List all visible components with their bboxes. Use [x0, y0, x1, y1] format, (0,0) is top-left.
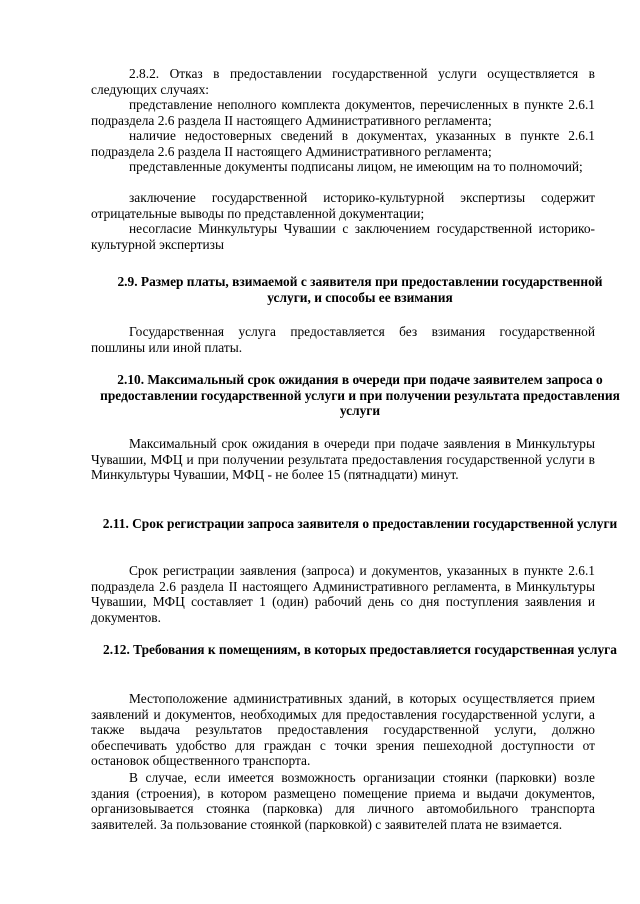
- section-heading-2-9: 2.9. Размер платы, взимаемой с заявителя при предоставлении государственной услуги, и способы ее взимания: [117, 274, 603, 305]
- refusal-reason-4: заключение государственной историко-культурной экспертизы содержит отрицательные выводы по представленной документации;: [91, 190, 595, 221]
- refusal-reason-1: представление неполного комплекта документов, перечисленных в пункте 2.6.1 подраздела 2.6 раздела II настоящего Административного регламента;: [91, 97, 595, 128]
- paragraph-2-11: Срок регистрации заявления (запроса) и документов, указанных в пункте 2.6.1 подраздела 2.6 раздела II настоящего Административного регламента, в Минкультуры Чувашии, МФЦ составляет 1 (один) рабочий день со дня поступления заявления и документов.: [91, 563, 595, 625]
- section-heading-2-11: 2.11. Срок регистрации запроса заявителя о предоставлении государственной услуги: [102, 516, 618, 531]
- paragraph-2-12-parking: В случае, если имеется возможность организации стоянки (парковки) возле здания (строения), в котором размещено помещение приема и выдачи документов, организовывается стоянка (парковка) для личного автомобильного транспорта заявителей. За пользование стоянкой (парковкой) с заявителей плата не взимается.: [91, 770, 595, 832]
- refusal-reason-3: представленные документы подписаны лицом, не имеющим на то полномочий;: [129, 159, 583, 174]
- paragraph-2-10: Максимальный срок ожидания в очереди при подаче заявления в Минкультуры Чувашии, МФЦ и при получении результата предоставления государственной услуги в Минкультуры Чувашии, МФЦ - не более 15 (пятнадцати) минут.: [91, 436, 595, 482]
- section-heading-2-10: 2.10. Максимальный срок ожидания в очереди при подаче заявителем запроса о предоставлении государственной услуги и при получении результата предоставления услуги: [100, 372, 620, 418]
- section-heading-2-12: 2.12. Требования к помещениям, в которых предоставляется государственная услуга: [103, 642, 617, 657]
- paragraph-2-9: Государственная услуга предоставляется без взимания государственной пошлины или иной платы.: [91, 324, 595, 355]
- refusal-reason-2: наличие недостоверных сведений в документах, указанных в пункте 2.6.1 подраздела 2.6 раздела II настоящего Административного регламента;: [91, 128, 595, 159]
- paragraph-2-8-2: 2.8.2. Отказ в предоставлении государственной услуги осуществляется в следующих случаях:: [91, 66, 595, 97]
- paragraph-2-12-location: Местоположение административных зданий, в которых осуществляется прием заявлений и документов, необходимых для предоставления государственной услуги, а также выдача результатов предоставления государственной услуги, должно обеспечивать удобство для граждан с точки зрения пешеходной доступности от остановок общественного транспорта.: [91, 691, 595, 768]
- refusal-reason-5: несогласие Минкультуры Чувашии с заключением государственной историко-культурной экспертизы: [91, 221, 595, 252]
